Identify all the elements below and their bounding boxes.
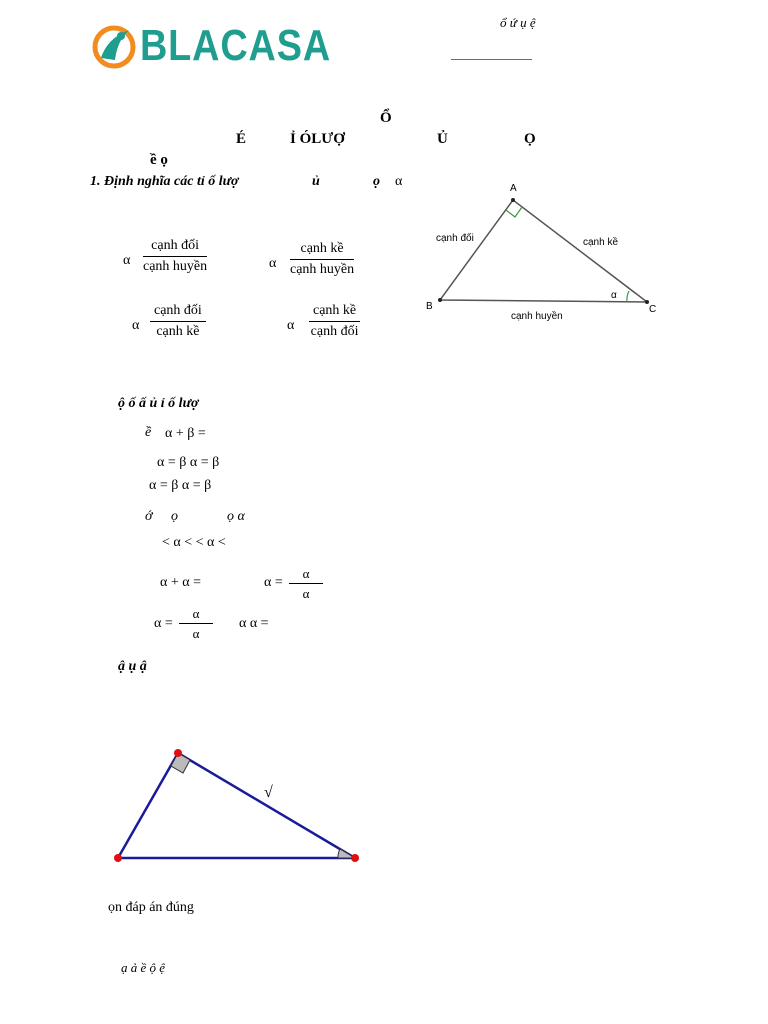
section2-line1-b: α + β = bbox=[165, 426, 206, 441]
section2-line4-a: ớ bbox=[145, 509, 153, 524]
section2-line4-c: ọ α bbox=[227, 509, 245, 524]
section2-line2: α = β α = β bbox=[157, 455, 220, 470]
section2-line6-b: α = bbox=[264, 575, 283, 590]
section1-heading-tail-2: ọ bbox=[373, 174, 380, 189]
formula-cos-num: cạnh kề bbox=[290, 241, 354, 260]
header-link[interactable] bbox=[451, 59, 532, 60]
exercise-triangle-shape bbox=[118, 753, 355, 858]
section2-line5: < α < < α < bbox=[162, 535, 226, 550]
brand-name: BLACASA bbox=[140, 21, 332, 70]
formula-cot-den: cạnh đối bbox=[310, 324, 359, 339]
formula-cos-den: cạnh huyền bbox=[290, 262, 355, 277]
section2-heading: ộ ố ấ ủ ỉ ố lượ bbox=[118, 396, 199, 411]
title-line-2a: É bbox=[236, 131, 247, 147]
section3-heading: ậ ụ ậ bbox=[118, 659, 147, 674]
triangle-shape bbox=[440, 200, 647, 302]
section1-heading-tail-1: ủ bbox=[312, 174, 320, 189]
vertex-a-label: A bbox=[510, 183, 517, 194]
title-line-1: Ổ bbox=[380, 110, 392, 126]
formula-sin-prefix: α bbox=[123, 253, 131, 268]
section2-line7-fraction bbox=[179, 606, 213, 642]
section1-heading-alpha: α bbox=[395, 174, 403, 189]
exercise-triangle-diagram bbox=[108, 742, 368, 872]
right-angle-marker bbox=[506, 207, 522, 217]
title-line-3: ề ọ bbox=[150, 152, 168, 168]
header-top-right: ổ ứ ụ ệ bbox=[500, 15, 536, 30]
formula-cos-prefix: α bbox=[269, 256, 277, 271]
formula-cot-fraction bbox=[309, 303, 360, 340]
hypotenuse-label: cạnh huyền bbox=[511, 311, 563, 322]
title-line-2d: Ọ bbox=[524, 131, 536, 147]
brand-logo-icon bbox=[91, 24, 137, 70]
section2-line4-b: ọ bbox=[171, 509, 178, 524]
exercise-sqrt-label: √ bbox=[264, 784, 273, 801]
section2-line6-num: α bbox=[289, 566, 323, 584]
title-line-2c: Ủ bbox=[437, 131, 448, 147]
adjacent-side-label: cạnh kề bbox=[583, 237, 619, 248]
definition-triangle-diagram bbox=[420, 178, 670, 328]
vertex-c-label: C bbox=[649, 304, 657, 315]
formula-sin-num: cạnh đối bbox=[143, 238, 207, 257]
formula-sin-den: cạnh huyền bbox=[143, 259, 208, 274]
formula-tan-prefix: α bbox=[132, 318, 140, 333]
section2-line1-a: ề bbox=[145, 425, 152, 440]
formula-cos-fraction bbox=[290, 241, 354, 278]
section1-heading: 1. Định nghĩa các tỉ ố lượ bbox=[90, 174, 239, 189]
opposite-side-label: cạnh đối bbox=[436, 233, 474, 244]
section2-line7-num: α bbox=[179, 606, 213, 624]
section2-line6-a: α + α = bbox=[160, 575, 201, 590]
formula-tan-num: cạnh đối bbox=[150, 303, 206, 322]
formula-tan-fraction bbox=[150, 303, 206, 340]
vertex-b-label: B bbox=[426, 301, 433, 312]
formula-tan-den: cạnh kề bbox=[156, 324, 200, 339]
bottom-line: ạ ả ề ộ ệ bbox=[121, 960, 166, 975]
choose-answer-prompt: ọn đáp án đúng bbox=[108, 900, 194, 915]
section2-line3: α = β α = β bbox=[149, 478, 212, 493]
angle-arc bbox=[627, 291, 629, 302]
section2-line6-den: α bbox=[302, 586, 310, 601]
formula-sin-fraction bbox=[143, 238, 207, 275]
section2-line7-a: α = bbox=[154, 616, 173, 631]
formula-cot-prefix: α bbox=[287, 318, 295, 333]
alpha-label: α bbox=[611, 290, 617, 301]
formula-cot-num: cạnh kề bbox=[309, 303, 360, 322]
section2-line7-den: α bbox=[192, 626, 200, 641]
title-line-2b: Ỉ ÓLƯỢ bbox=[290, 131, 345, 147]
section2-line7-b: α α = bbox=[239, 616, 269, 631]
section2-line6-fraction bbox=[289, 566, 323, 602]
